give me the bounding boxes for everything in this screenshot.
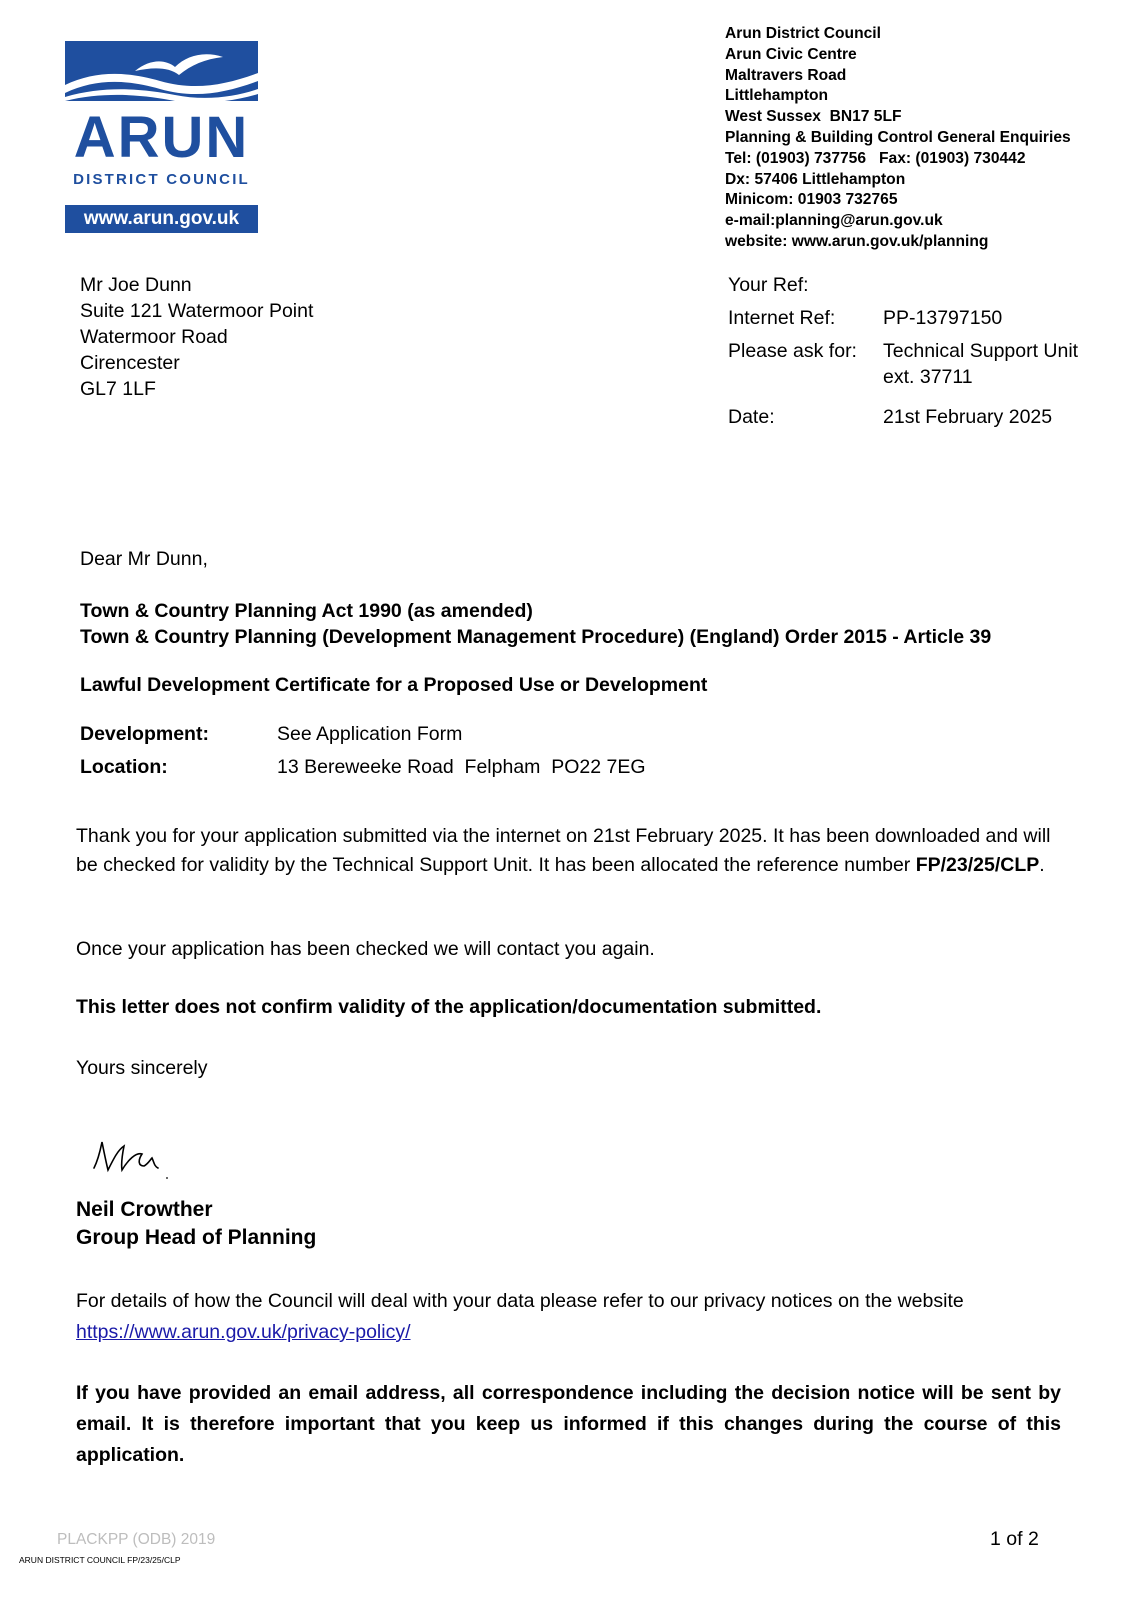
email-notice: If you have provided an email address, all correspondence including the decision notice will be sent by email. It is therefore important that you keep us informed if this changes during the course of this application. bbox=[76, 1382, 1061, 1466]
contact-paragraph: Once your application has been checked we will contact you again. bbox=[76, 938, 655, 960]
date-label: Date: bbox=[728, 406, 775, 428]
development-value: See Application Form bbox=[277, 723, 463, 745]
council-address-line: West Sussex BN17 5LF bbox=[725, 108, 902, 126]
internet-ref-value: PP-13797150 bbox=[883, 307, 1003, 329]
your-ref-label: Your Ref: bbox=[728, 274, 809, 296]
application-paragraph bbox=[76, 822, 1076, 879]
ask-for-label: Please ask for: bbox=[728, 340, 857, 362]
recipient-line: GL7 1LF bbox=[80, 378, 156, 400]
internet-ref-label: Internet Ref: bbox=[728, 307, 836, 329]
logo-wordmark: ARUN bbox=[73, 105, 250, 170]
ask-for-value: Technical Support Unit bbox=[883, 340, 1079, 362]
council-address-line: Arun Civic Centre bbox=[725, 45, 857, 63]
ask-for-extension: ext. 37711 bbox=[883, 366, 973, 388]
legislation-line: Town & Country Planning Act 1990 (as amended) bbox=[80, 600, 533, 622]
certificate-heading: Lawful Development Certificate for a Proposed Use or Development bbox=[80, 674, 708, 696]
logo-url-banner: www.arun.gov.uk bbox=[65, 205, 258, 233]
recipient-line: Watermoor Road bbox=[80, 326, 228, 348]
privacy-paragraph bbox=[76, 1286, 1076, 1348]
footer-reference: ARUN DISTRICT COUNCIL FP/23/25/CLP bbox=[19, 1555, 181, 1565]
council-address-line: Tel: (01903) 737756 Fax: (01903) 730442 bbox=[725, 149, 1026, 167]
reference-number: FP/23/25/CLP bbox=[915, 853, 1040, 876]
legislation-heading bbox=[80, 598, 991, 650]
council-address-line: e-mail:planning@arun.gov.uk bbox=[725, 212, 943, 230]
recipient-line: Suite 121 Watermoor Point bbox=[80, 300, 314, 322]
council-address-line: website: www.arun.gov.uk/planning bbox=[725, 232, 989, 250]
privacy-text: For details of how the Council will deal with your data please refer to our privacy notices on the website bbox=[76, 1290, 964, 1312]
recipient-line: Cirencester bbox=[80, 352, 180, 374]
recipient-line: Mr Joe Dunn bbox=[80, 274, 192, 296]
council-address-line: Minicom: 01903 732765 bbox=[725, 191, 898, 209]
council-address-block bbox=[725, 24, 1071, 253]
logo-subtitle: DISTRICT COUNCIL bbox=[73, 171, 250, 188]
council-address-line: Maltravers Road bbox=[725, 66, 847, 84]
salutation: Dear Mr Dunn, bbox=[80, 548, 208, 570]
council-logo bbox=[65, 41, 258, 233]
form-code: PLACKPP (ODB) 2019 bbox=[57, 1531, 216, 1548]
application-text: Thank you for your application submitted via the internet on 21st February 2025. It has been downloaded and will be checked for validity by the Technical Support Unit. It has been allocated the reference number bbox=[76, 825, 1051, 876]
council-address-line: Planning & Building Control General Enquiries bbox=[725, 128, 1071, 146]
recipient-address bbox=[80, 272, 313, 402]
closing: Yours sincerely bbox=[76, 1057, 208, 1079]
location-label: Location: bbox=[80, 756, 168, 778]
council-address-line: Littlehampton bbox=[725, 87, 829, 105]
date-value: 21st February 2025 bbox=[883, 406, 1053, 428]
council-address-line: Arun District Council bbox=[725, 25, 881, 42]
signer-title: Group Head of Planning bbox=[76, 1226, 317, 1249]
council-address-line: Dx: 57406 Littlehampton bbox=[725, 170, 906, 188]
privacy-policy-link[interactable]: https://www.arun.gov.uk/privacy-policy/ bbox=[76, 1321, 411, 1343]
development-label: Development: bbox=[80, 723, 209, 745]
signer-name: Neil Crowther bbox=[76, 1198, 213, 1221]
legislation-line: Town & Country Planning (Development Management Procedure) (England) Order 2015 - Article 39 bbox=[80, 626, 992, 648]
logo-waves-graphic bbox=[65, 41, 258, 101]
signature-image bbox=[88, 1130, 173, 1185]
seagull-waves-icon bbox=[65, 41, 258, 101]
application-text-end: . bbox=[1039, 853, 1045, 876]
signer-block bbox=[76, 1196, 316, 1252]
page-number: 1 of 2 bbox=[990, 1528, 1039, 1550]
location-value: 13 Bereweeke Road Felpham PO22 7EG bbox=[277, 756, 646, 778]
validity-disclaimer: This letter does not confirm validity of the application/documentation submitted. bbox=[76, 996, 822, 1018]
